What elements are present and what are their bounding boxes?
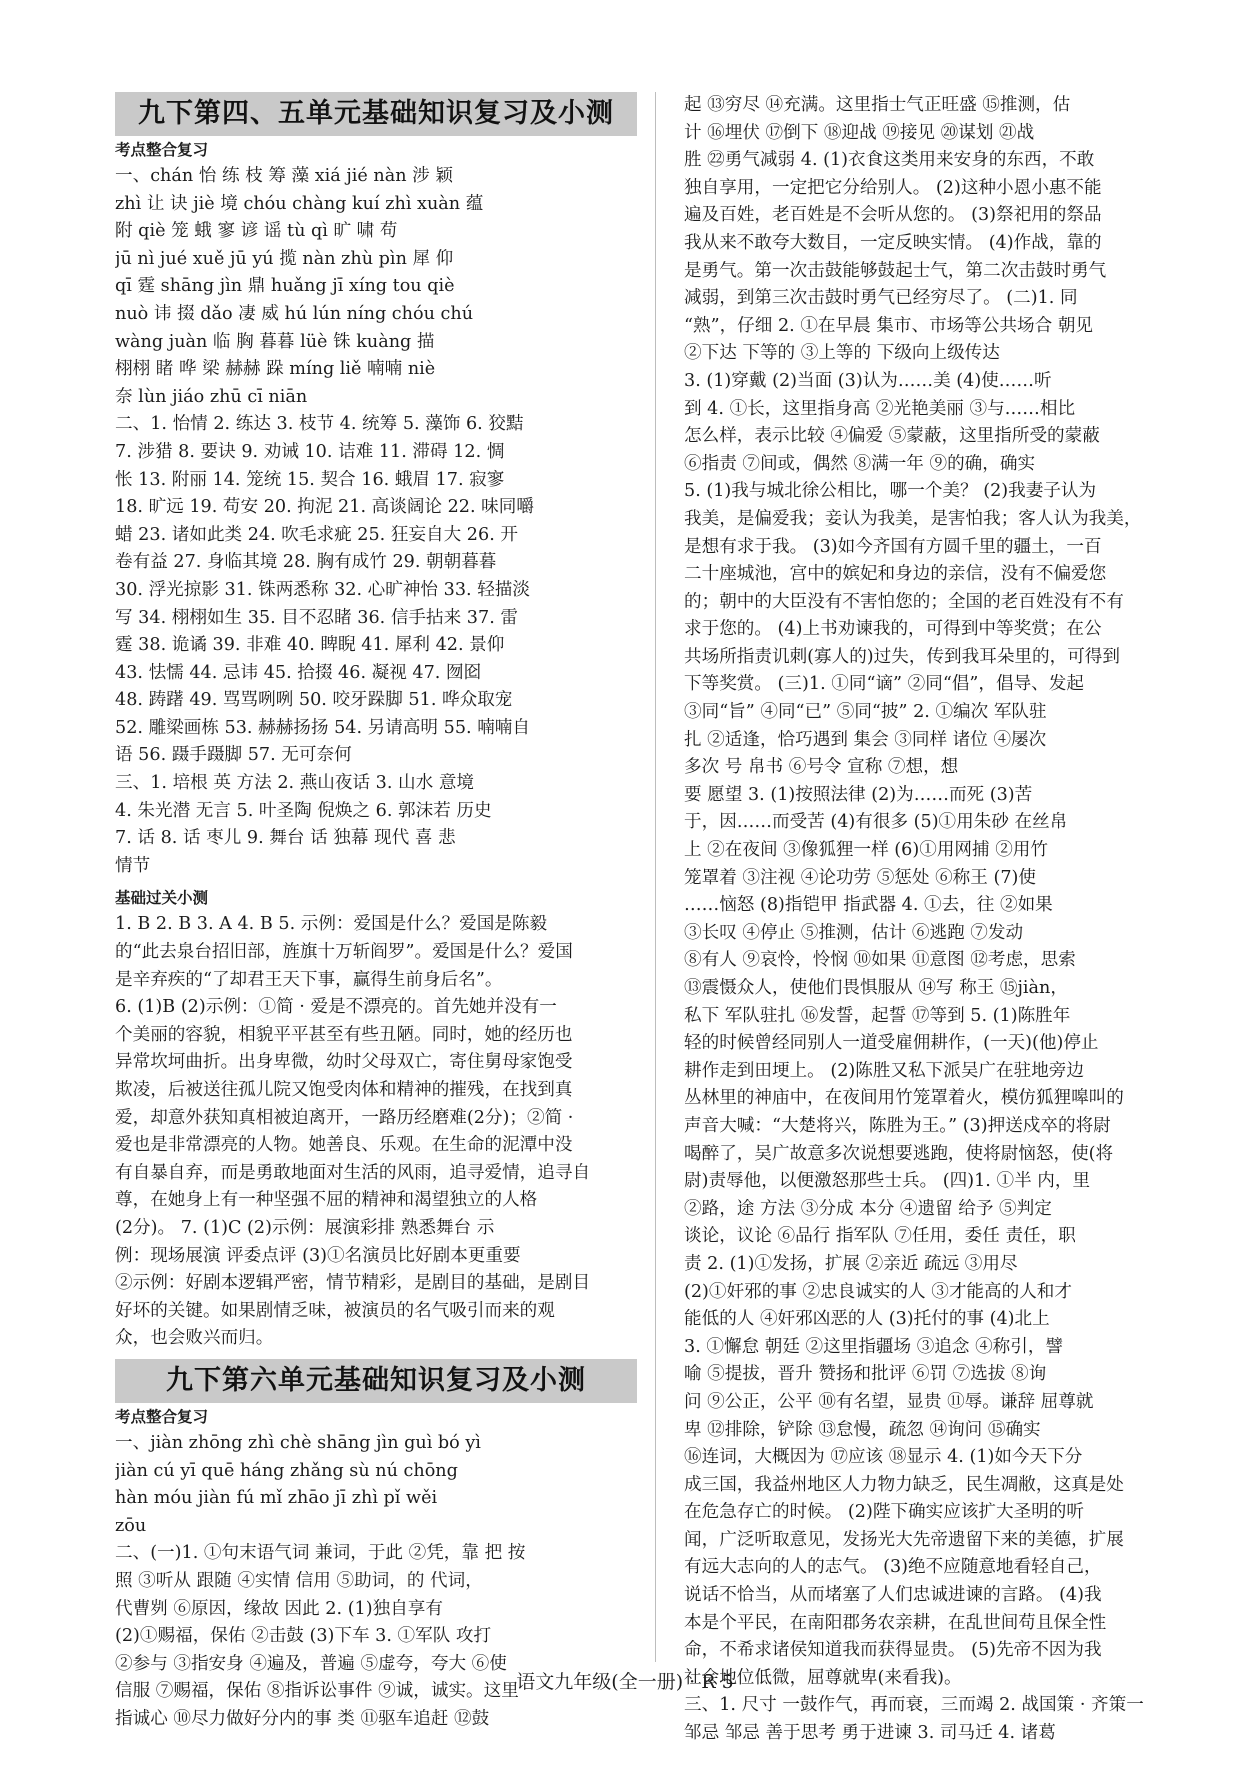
text-line: (2分)。 7. (1)C (2)示例：展演彩排 熟悉舞台 示	[115, 1217, 495, 1238]
text-line: 异常坎坷曲折。出身卑微，幼时父母双亡，寄住舅母家饱受	[115, 1052, 573, 1073]
text-line: 7. 话 8. 话 枣儿 9. 舞台 话 独幕 现代 喜 悲	[115, 828, 456, 849]
text-line: 有自暴自弃，而是勇敢地面对生活的风雨，追寻爱情，追寻自	[115, 1162, 591, 1183]
text-line: 二、1. 怡情 2. 练达 3. 枝节 4. 统筹 5. 藻饰 6. 狡黠	[115, 414, 524, 435]
text-line: 指诚心 ⑩尽力做好分内的事 类 ⑪驱车追赶 ⑫鼓	[115, 1708, 490, 1729]
text-line: wàng juàn 临 胸 暮暮 lüè 铢 kuàng 描	[115, 331, 435, 352]
text-line: ……恼怒 (8)指铠甲 指武器 4. ①去，往 ②如果	[684, 895, 1053, 916]
text-line: 6. (1)B (2)示例：①简 · 爱是不漂亮的。首先她并没有一	[115, 997, 557, 1018]
text-line: 于，因……而受苦 (4)有很多 (5)①用朱砂 在丝帛	[684, 812, 1068, 833]
text-line: ②示例：好剧本逻辑严密，情节精彩，是剧目的基础，是剧目	[115, 1273, 591, 1294]
text-line: 社会地位低微，屈尊就卑(来看我)。	[684, 1667, 962, 1688]
text-line: 卷有益 27. 身临其境 28. 胸有成竹 29. 朝朝暮暮	[115, 552, 497, 573]
text-line: 谈论，议论 ⑥品行 指军队 ⑦任用，委任 责任，职	[684, 1226, 1076, 1247]
text-line: 要 愿望 3. (1)按照法律 (2)为……而死 (3)苦	[684, 784, 1033, 805]
text-line: (2)①赐福，保佑 ②击鼓 (3)下车 3. ①军队 攻打	[115, 1626, 492, 1647]
text-line: ⑧有人 ⑨哀怜，怜悯 ⑩如果 ⑪意图 ⑫考虑，思索	[684, 950, 1076, 971]
right-column	[684, 92, 1184, 1748]
review-heading-2: 考点整合复习	[115, 1407, 209, 1426]
text-line: 30. 浮光掠影 31. 铢两悉称 32. 心旷神怡 33. 轻描淡	[115, 579, 530, 600]
text-line: 怅 13. 附丽 14. 笼统 15. 契合 16. 蛾眉 17. 寂寥	[115, 469, 505, 490]
text-line: 卑 ⑫排除，铲除 ⑬怠慢，疏忽 ⑭询问 ⑮确实	[684, 1419, 1041, 1440]
text-line: 的；朝中的大臣没有不害怕您的；全国的老百姓没有不有	[684, 591, 1124, 612]
text-line: ③长叹 ④停止 ⑤推测，估计 ⑥逃跑 ⑦发动	[684, 922, 1024, 943]
text-line: 例：现场展演 评委点评 (3)①名演员比好剧本更重要	[115, 1245, 521, 1266]
text-line: 二、(一)1. ①句末语气词 兼词，于此 ②凭，靠 把 按	[115, 1543, 526, 1564]
unit-6-banner: 九下第六单元基础知识复习及小测	[115, 1359, 637, 1403]
quiz-heading: 基础过关小测	[115, 889, 209, 908]
text-line: 胜 ㉒勇气减弱 4. (1)衣食这类用来安身的东西，不敢	[684, 150, 1095, 171]
text-line: qī 霆 shāng jìn 鼎 huǎng jī xíng tou qiè	[115, 276, 455, 297]
text-line: 3. ①懈怠 朝廷 ②这里指疆场 ③追念 ④称引，譬	[684, 1336, 1064, 1357]
text-line: zhì 让 诀 jiè 境 chóu chàng kuí zhì xuàn 蕴	[115, 193, 484, 214]
text-line: 1. B 2. B 3. A 4. B 5. 示例：爱国是什么？爱国是陈毅	[115, 914, 548, 935]
page-footer: 语文九年级(全一册) · R 5	[516, 1671, 734, 1693]
review-lines-1	[115, 163, 637, 880]
text-line: 在危急存亡的时候。 (2)陛下确实应该扩大圣明的听	[684, 1502, 1084, 1523]
text-line: 三、1. 培根 英 方法 2. 燕山夜话 3. 山水 意境	[115, 773, 475, 794]
text-line: 是勇气。第一次击鼓能够鼓起士气，第二次击鼓时勇气	[684, 260, 1107, 281]
text-line: jiàn cú yī quē háng zhǎng sù nú chōng	[115, 1460, 458, 1481]
text-line: ②下达 下等的 ③上等的 下级向上级传达	[684, 343, 1000, 364]
text-line: ⑥指责 ⑦间或，偶然 ⑧满一年 ⑨的确，确实	[684, 453, 1036, 474]
text-line: 3. (1)穿戴 (2)当面 (3)认为……美 (4)使……听	[684, 370, 1052, 391]
text-line: 18. 旷远 19. 苟安 20. 拘泥 21. 高谈阔论 22. 味同嚼	[115, 497, 534, 518]
text-line: 爱，却意外获知真相被迫离开，一路历经磨难(2分)；②简 ·	[115, 1107, 574, 1128]
text-line: 语 56. 蹑手蹑脚 57. 无可奈何	[115, 745, 352, 766]
text-line: 私下 军队驻扎 ⑯发誓，起誓 ⑰等到 5. (1)陈胜年	[684, 1005, 1071, 1026]
text-line: 霆 38. 诡谲 39. 非难 40. 睥睨 41. 犀利 42. 景仰	[115, 635, 505, 656]
text-line: 附 qiè 笼 蛾 寥 谚 谣 tù qì 旷 啸 苟	[115, 221, 398, 242]
text-line: 48. 踌躇 49. 骂骂咧咧 50. 咬牙跺脚 51. 哗众取宠	[115, 690, 513, 711]
text-line: 4. 朱光潜 无言 5. 叶圣陶 倪焕之 6. 郭沫若 历史	[115, 800, 492, 821]
text-line: 是辛弃疾的“了却君王天下事，赢得生前身后名”。	[115, 969, 503, 990]
text-line: 是想有求于我。 (3)如今齐国有方圆千里的疆土，一百	[684, 536, 1102, 557]
quiz-lines	[115, 911, 637, 1353]
text-line: 照 ③听从 跟随 ④实情 信用 ⑤助词，的 代词，	[115, 1570, 483, 1591]
text-line: 命，不希求诸侯知道我而获得显贵。 (5)先帝不因为我	[684, 1640, 1102, 1661]
text-line: 蜡 23. 诸如此类 24. 吹毛求疵 25. 狂妄自大 26. 开	[115, 524, 518, 545]
text-line: ⑬震慑众人，使他们畏惧服从 ⑭写 称王 ⑮jiàn，	[684, 978, 1068, 998]
text-line: 共场所指责讥刺(寡人的)过失，传到我耳朵里的，可得到	[684, 646, 1120, 667]
text-line: 起 ⑬穷尽 ⑭充满。这里指士气正旺盛 ⑮推测，估	[684, 95, 1071, 115]
text-line: 欺凌，后被送往孤儿院又饱受肉体和精神的摧残，在找到真	[115, 1080, 573, 1100]
text-line: 三、1. 尺寸 一鼓作气，再而衰，三而竭 2. 战国策 · 齐策一	[684, 1695, 1144, 1716]
text-line: 情节	[115, 855, 151, 876]
text-line: 尉)责辱他，以便激怒那些士兵。 (四)1. ①半 内，里	[684, 1171, 1091, 1192]
text-line: 计 ⑯埋伏 ⑰倒下 ⑱迎战 ⑲接见 ⑳谋划 ㉑战	[684, 122, 1035, 143]
text-line: “熟”，仔细 2. ①在早晨 集市、市场等公共场合 朝见	[684, 315, 1094, 336]
text-line: ②参与 ③指安身 ④遍及，普遍 ⑤虚夸，夸大 ⑥使	[115, 1653, 507, 1674]
column-divider	[655, 92, 656, 1662]
text-line: 信服 ⑦赐福，保佑 ⑧指诉讼事件 ⑨诚，诚实。这里	[115, 1681, 519, 1702]
text-line: 减弱，到第三次击鼓时勇气已经穷尽了。 (二)1. 同	[684, 288, 1078, 309]
text-line: nuò 讳 掇 dǎo 凄 威 hú lún níng chóu chú	[115, 303, 474, 324]
text-line: 说话不恰当，从而堵塞了人们忠诚进谏的言路。 (4)我	[684, 1585, 1102, 1606]
text-line: 独自享用，一定把它分给别人。 (2)这种小恩小惠不能	[684, 177, 1102, 198]
text-line: 5. (1)我与城北徐公相比，哪一个美？ (2)我妻子认为	[684, 481, 1097, 502]
text-line: 能低的人 ④奸邪凶恶的人 (3)托付的事 (4)北上	[684, 1309, 1050, 1330]
text-line: 二十座城池，宫中的嫔妃和身边的亲信，没有不偏爱您	[684, 564, 1107, 585]
text-line: 邹忌 邹忌 善于思考 勇于进谏 3. 司马迁 4. 诸葛	[684, 1723, 1056, 1744]
left-column	[115, 92, 637, 1733]
text-line: 成三国，我益州地区人力物力缺乏，民生凋敝，这真是处	[684, 1474, 1124, 1495]
text-line: zōu	[115, 1515, 147, 1536]
text-line: 好坏的关键。如果剧情乏味，被演员的名气吸引而来的观	[115, 1300, 555, 1321]
text-line: 下等奖赏。 (三)1. ①同“谪” ②同“倡”，倡导、发起	[684, 674, 1084, 695]
text-line: 怎么样，表示比较 ④偏爱 ⑤蒙蔽，这里指所受的蒙蔽	[684, 426, 1100, 447]
text-line: 我美，是偏爱我；妾认为我美，是害怕我；客人认为我美，	[684, 508, 1142, 529]
text-line: 求于您的。 (4)上书劝谏我的，可得到中等奖赏；在公	[684, 619, 1102, 640]
text-line: 本是个平民，在南阳郡务农亲耕，在乱世间苟且保全性	[684, 1612, 1107, 1633]
text-line: 代曹刿 ⑥原因，缘故 因此 2. (1)独自享有	[115, 1598, 443, 1619]
text-line: ②路，途 方法 ③分成 本分 ④遗留 给予 ⑤判定	[684, 1198, 1052, 1219]
text-line: jū nì jué xuě jū yú 揽 nàn zhù pìn 犀 仰	[115, 248, 454, 269]
text-line: 我从来不敢夸大数目，一定反映实情。 (4)作战，靠的	[684, 232, 1102, 253]
text-line: ③同“旨” ④同“已” ⑤同“披” 2. ①编次 军队驻	[684, 702, 1047, 723]
text-line: 的“此去泉台招旧部，旌旗十万斩阎罗”。爱国是什么？爱国	[115, 942, 573, 963]
unit-4-5-banner: 九下第四、五单元基础知识复习及小测	[115, 92, 637, 136]
text-line: 问 ⑨公正，公平 ⑩有名望，显贵 ⑪辱。谦辞 屈尊就	[684, 1391, 1094, 1412]
text-line: 遍及百姓，老百姓是不会听从您的。 (3)祭祀用的祭品	[684, 205, 1102, 226]
text-line: 喝醉了，吴广故意多次说想要逃跑，使将尉恼怒，使(将	[684, 1143, 1114, 1164]
text-line: 栩栩 睹 哗 梁 赫赫 跺 míng liě 喃喃 niè	[115, 359, 436, 380]
text-line: 喻 ⑤提拔，晋升 赞扬和批评 ⑥罚 ⑦选拔 ⑧询	[684, 1364, 1047, 1385]
text-line: hàn móu jiàn fú mǐ zhāo jī zhì pǐ wěi	[115, 1488, 438, 1509]
text-line: 奈 lùn jiáo zhū cī niān	[115, 386, 308, 407]
text-line: 丛林里的神庙中，在夜间用竹笼罩着火，模仿狐狸嗥叫的	[684, 1088, 1124, 1109]
text-line: 闻，广泛听取意见，发扬光大先帝遗留下来的美德，扩展	[684, 1529, 1124, 1550]
text-line: 一、jiàn zhōng zhì chè shāng jìn guì bó yì	[115, 1432, 481, 1453]
text-line: 有远大志向的人的志气。 (3)绝不应随意地看轻自己，	[684, 1557, 1102, 1578]
text-line: 耕作走到田埂上。 (2)陈胜又私下派吴广在驻地旁边	[684, 1060, 1084, 1081]
text-line: 扎 ②适逢，恰巧遇到 集会 ③同样 诸位 ④屡次	[684, 729, 1047, 750]
text-line: 笼罩着 ③注视 ④论功劳 ⑤惩处 ⑥称王 (7)使	[684, 867, 1036, 888]
text-line: 到 4. ①长，这里指身高 ②光艳美丽 ③与……相比	[684, 398, 1076, 419]
text-line: 7. 涉猎 8. 要诀 9. 劝诫 10. 诘难 11. 滞碍 12. 惆	[115, 441, 505, 462]
text-line: 众，也会败兴而归。	[115, 1328, 274, 1349]
text-line: 52. 雕梁画栋 53. 赫赫扬扬 54. 另请高明 55. 喃喃自	[115, 717, 530, 738]
text-line: 轻的时候曾经同别人一道受雇佣耕作，(一天)(他)停止	[684, 1033, 1099, 1054]
text-line: 责 2. (1)①发扬，扩展 ②亲近 疏远 ③用尽	[684, 1253, 1018, 1274]
text-line: 声音大喊：“大楚将兴，陈胜为王。” (3)押送戍卒的将尉	[684, 1115, 1111, 1136]
text-line: (2)①奸邪的事 ②忠良诚实的人 ③才能高的人和才	[684, 1281, 1072, 1302]
text-line: 上 ②在夜间 ③像狐狸一样 (6)①用网捕 ②用竹	[684, 840, 1048, 861]
text-line: 写 34. 栩栩如生 35. 目不忍睹 36. 信手拈来 37. 雷	[115, 607, 518, 628]
text-line: ⑯连词，大概因为 ⑰应该 ⑱显示 4. (1)如今天下分	[684, 1447, 1083, 1468]
text-line: 43. 怯懦 44. 忌讳 45. 拾掇 46. 凝视 47. 囫囵	[115, 662, 482, 683]
text-line: 多次 号 帛书 ⑥号令 宣称 ⑦想，想	[684, 757, 959, 778]
review-heading-1: 考点整合复习	[115, 141, 209, 159]
text-line: 一、chán 怡 练 枝 筹 藻 xiá jié nàn 涉 颖	[115, 166, 453, 186]
text-line: 尊，在她身上有一种坚强不屈的精神和渴望独立的人格	[115, 1190, 538, 1211]
text-line: 个美丽的容貌，相貌平平甚至有些丑陋。同时，她的经历也	[115, 1024, 573, 1045]
text-line: 爱也是非常漂亮的人物。她善良、乐观。在生命的泥潭中没	[115, 1135, 573, 1156]
answer-lines-right	[684, 92, 1184, 1748]
